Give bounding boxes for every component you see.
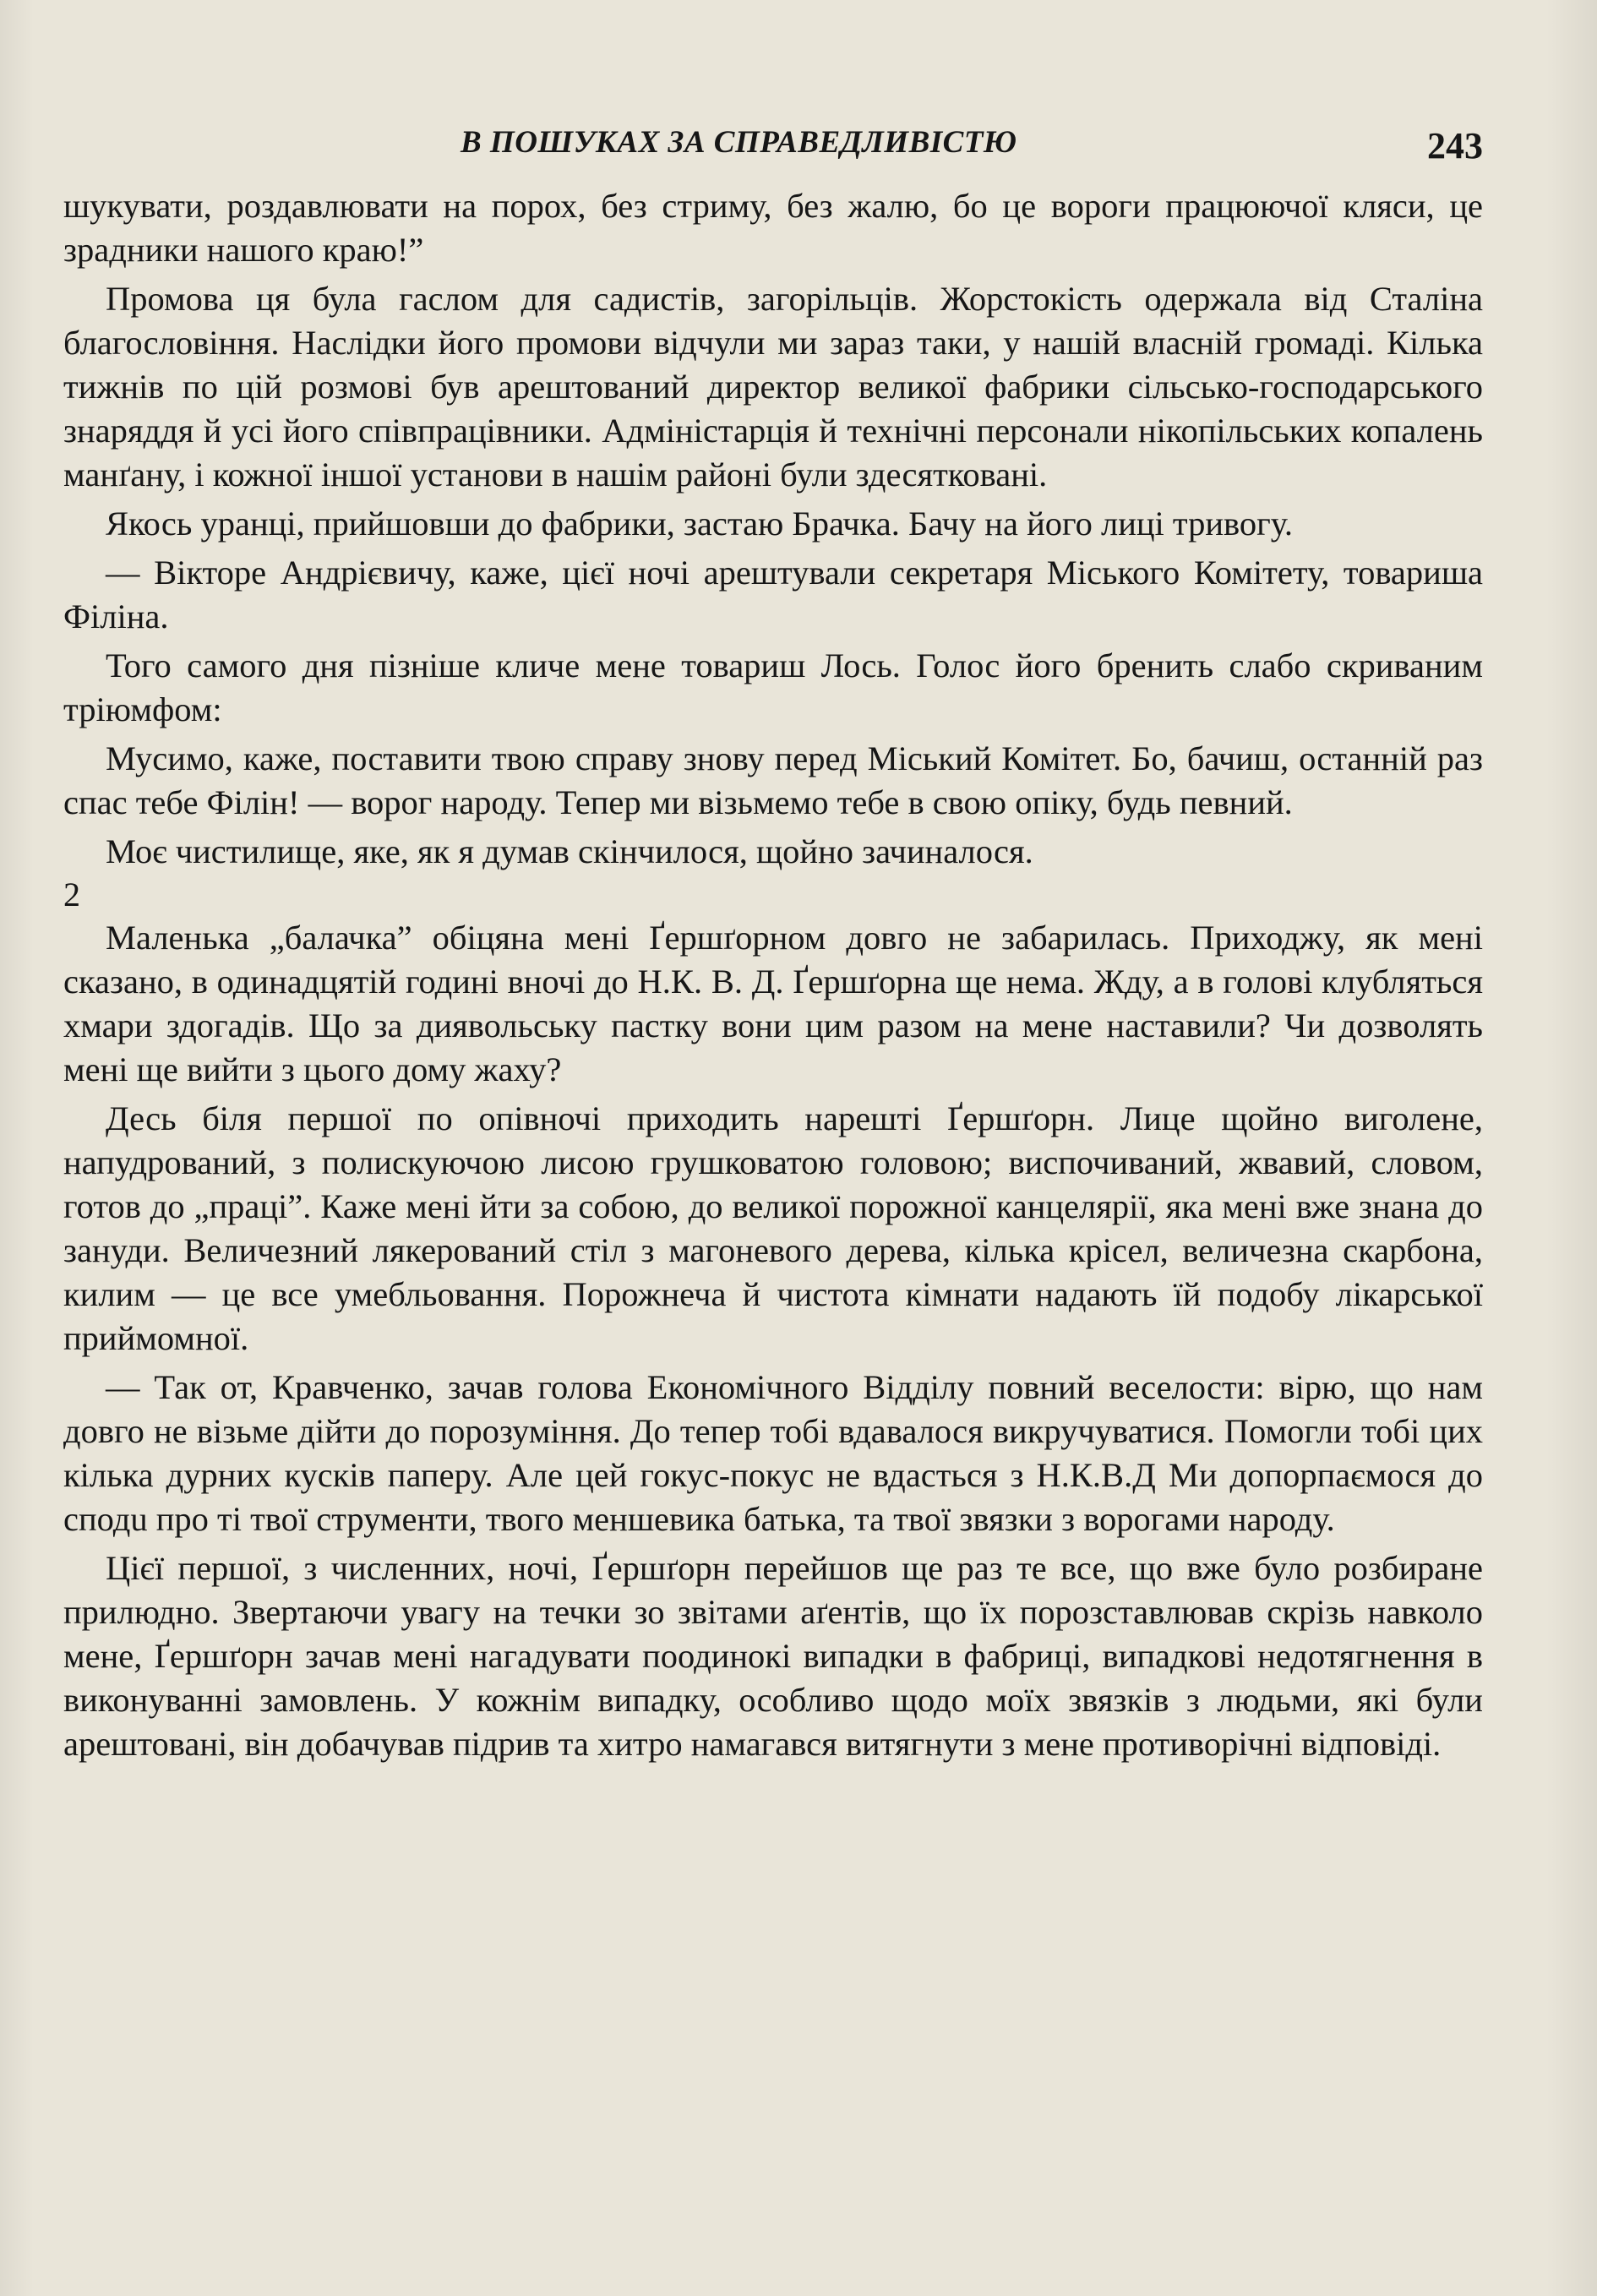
paragraph: Того самого дня пізніше кличе мене товариш Лось. Голос його бренить слабо скриваним тріюмфом: <box>63 646 1483 728</box>
running-head: В ПОШУКАХ ЗА СПРАВЕДЛИВІСТЮ <box>461 125 1017 160</box>
paragraph: — Вікторе Андрієвичу, каже, цієї ночі арештували секретаря Міського Комітету, товариша Філіна. <box>63 554 1483 635</box>
paragraph: шукувати, роздавлювати на порох, без стриму, без жалю, бо це вороги працюючої кляси, це зрадники нашого краю!” <box>63 187 1483 269</box>
paragraph: Мусимо, каже, поставити твою справу знову перед Міський Комітет. Бо, бачиш, останній раз спас тебе Філін! — ворог народу. Тепер ми візьмемо тебе в свою опіку, будь певний. <box>63 739 1483 821</box>
paragraph: Цієї першої, з численних, ночі, Ґершґорн перейшов ще раз те все, що вже було розбиране прилюдно. Звертаючи увагу на течки зо звітами аґентів, що їх порозставлював скрізь навколо мене, Ґершґорн зачав мені нагадувати поодинокі випадки в фабриці, випадкові недотягнення в виконуванні замовлень. У кожнім випадку, особливо щодо моїх звязків з людьми, які були арештовані, він добачував підрив та хитро намагався витягнути з мене противорічні відповіді. <box>63 1549 1483 1763</box>
paragraph: Якось уранці, прийшовши до фабрики, застаю Брачка. Бачу на його лиці тривогу. <box>106 504 1294 543</box>
paragraph: Маленька „балачка” обіцяна мені Ґершґорном довго не забарилась. Приходжу, як мені сказано, в одинадцятій годині вночі до Н.К. В. Д. Ґершґорна ще нема. Жду, а в голові клубляться хмари здогадів. Що за диявольську пастку вони цим разом на мене наставили? Чи дозволять мені ще вийти з цього дому жаху? <box>63 919 1483 1088</box>
body-text <box>63 184 1483 1766</box>
paragraph: Промова ця була гаслом для садистів, загорільців. Жорстокість одержала від Сталіна благословіння. Наслідки його промови відчули ми зараз таки, у нашій власній громаді. Кілька тижнів по цій розмові був арештований директор великої фабрики сільсько-господарського знаряддя й усі його співпрацівники. Адміністарція й технічні персонали нікопільських копалень манґану, і кожної іншої установи в нашім районі були здесятковані. <box>63 280 1483 494</box>
paragraph: Моє чистилище, яке, як я думав скінчилося, щойно зачиналося. <box>106 832 1033 870</box>
section-number: 2 <box>63 875 80 913</box>
paragraph: — Так от, Кравченко, зачав голова Економічного Відділу повний веселости: вірю, що нам довго не візьме дійти до порозуміння. До тепер тобі вдавалося викручуватися. Помогли тобі цих кілька дурних кусків паперу. Але цей гокус-покус не вдасться з Н.К.В.Д Ми допорпаємося до сподu про ті твої струменти, твого меншевика батька, та твої звязки з ворогами народу. <box>63 1368 1483 1538</box>
paragraph: Десь біля першої по опівночі приходить нарешті Ґершґорн. Лице щойно виголене, напудрований, з полискуючою лисою грушковатою головою; виспочиваний, жвавий, словом, готов до „праці”. Каже мені йти за собою, до великої порожної канцелярії, яка мені вже знана до зануди. Величезний лякерований стіл з магоневого дерева, кілька крісел, величезна скарбона, килим — це все умебльовання. Порожнеча й чистота кімнати надають їй подобу лікарської приймомної. <box>63 1099 1483 1357</box>
page-header <box>63 114 1483 182</box>
page-number: 243 <box>1427 125 1483 166</box>
